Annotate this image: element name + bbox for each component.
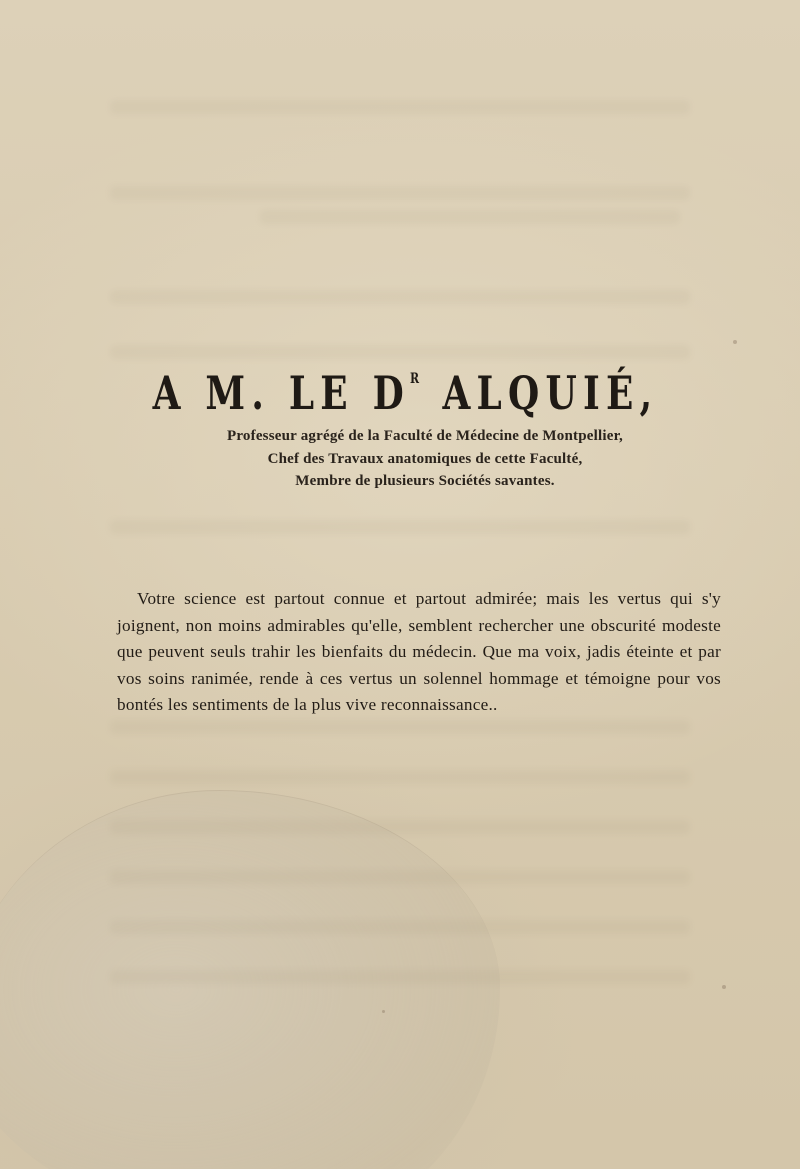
affiliation-line: Professeur agrégé de la Faculté de Médecine de Montpellier, [226, 428, 623, 444]
bleed-through-line [110, 820, 690, 834]
bleed-through-line [110, 520, 690, 534]
affiliation-line: Chef des Travaux anatomiques de cette Faculté, [267, 451, 583, 467]
bleed-through-line [110, 186, 690, 200]
affiliation-line: Membre de plusieurs Sociétés savantes. [295, 473, 555, 489]
bleed-through-line [110, 970, 690, 984]
bleed-through-line [110, 920, 690, 934]
paper-speck [722, 985, 726, 989]
bleed-through-line [110, 720, 690, 734]
dedication-body: Votre science est partout connue et partout admirée; mais les vertus qui s'y joignent, non moins admirables qu'elle, semblent rechercher une obscurité modeste que peuvent seuls trahir les bienfaits du médecin. Que ma voix, jadis éteinte et par vos soins ranimée, rende à ces vertus un solennel hommage et témoigne pour vos bontés les sentiments de la plus vive reconnaissance.. [117, 589, 721, 715]
paper-speck [733, 340, 737, 344]
bleed-through-line [110, 100, 690, 114]
bleed-through-line [260, 210, 680, 224]
heading-prefix: A M. LE D [152, 366, 410, 420]
bleed-through-line [110, 870, 690, 884]
paper-speck [382, 1010, 385, 1013]
heading-name: ALQUIÉ, [442, 366, 659, 420]
bleed-through-line [110, 290, 690, 304]
bleed-through-line [110, 770, 690, 784]
heading-superscript: R [409, 371, 420, 387]
dedication-heading [94, 366, 718, 420]
bleed-through-line [110, 345, 690, 359]
